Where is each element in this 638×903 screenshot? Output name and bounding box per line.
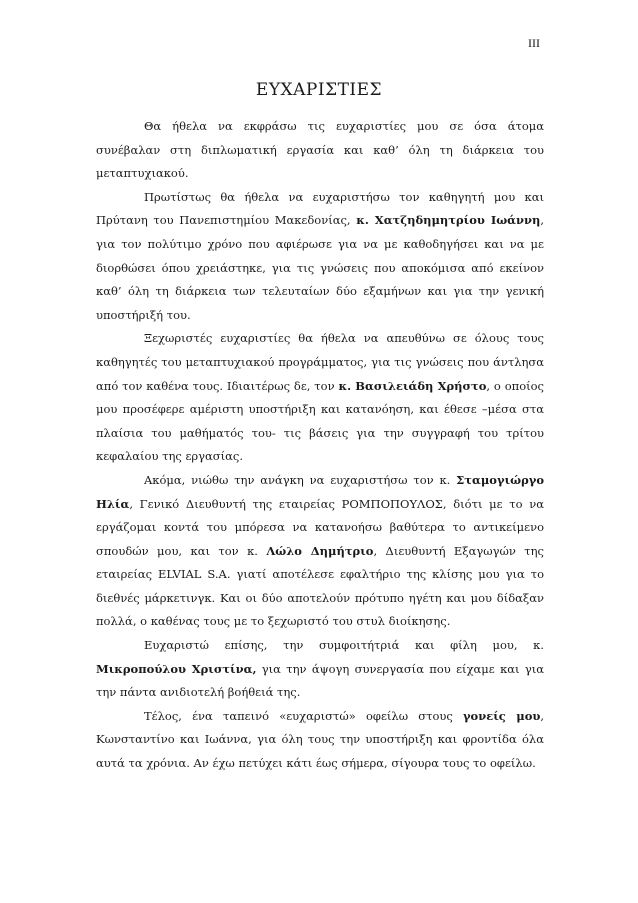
paragraph-text: για την άψογη συνεργασία που είχαμε και για την πάντα ανιδιοτελή βοήθειά της.	[96, 661, 545, 700]
professor-name: κ. Βασιλειάδη Χρήστο	[338, 378, 487, 393]
paragraph-professors	[96, 327, 544, 469]
classmate-name: Μικροπούλου Χριστίνα,	[96, 661, 257, 676]
paragraph-parents	[96, 705, 544, 776]
page-title: ΕΥΧΑΡΙΣΤΙΕΣ	[255, 80, 383, 100]
paragraph-text: , ο οποίος μου προσέφερε αμέριστη υποστήριξη και κατανόηση, και έθεσε –μέσα στα πλαίσια του μαθήματός του- τις βάσεις για την συγγραφή του τρίτου κεφαλαίου της εργασίας.	[96, 378, 544, 464]
paragraph-text: Τέλος, ένα ταπεινό «ευχαριστώ» οφείλω στους	[144, 708, 463, 723]
paragraph-text: Ευχαριστώ επίσης, την συμφοιτήτριά και φίλη μου, κ.	[144, 638, 544, 653]
page-number: III	[528, 36, 540, 50]
parents-label: γονείς μου	[462, 708, 541, 723]
paragraph-employers	[96, 469, 544, 634]
paragraph-text: , Διευθυντή Εξαγωγών της εταιρείας ELVIAL S.A. γιατί αποτέλεσε εφαλτήριο της κλίσης μου για το διεθνές μάρκετινγκ. Και οι δύο αποτελούν πρότυπο ηγέτη και μου δίδαξαν πολλά, ο καθένας τους με το ξεχωριστό του στυλ διοίκησης.	[96, 543, 544, 629]
paragraph-text: Πρωτίστως θα ήθελα να ευχαριστήσω τον καθηγητή μου και Πρύτανη του Πανεπιστημίου Μακεδονίας,	[96, 189, 544, 228]
manager-name: Σταμογιώργο Ηλία	[96, 472, 544, 511]
paragraph-text: Ξεχωριστές ευχαριστίες θα ήθελα να απευθύνω σε όλους τους καθηγητές του μεταπτυχιακού προγράμματος, για τις γνώσεις που άντλησα από τον καθένα τους. Ιδιαιτέρως δε, τον	[96, 331, 544, 393]
supervisor-name: κ. Χατζηδημητρίου Ιωάννη	[356, 213, 541, 228]
paragraph-text: , Κωνσταντίνο και Ιωάννα, για όλη τους την υποστήριξη και φροντίδα όλα αυτά τα χρόνια. Αν έχω πετύχει κάτι έως σήμερα, σίγουρα τους το οφείλω.	[96, 708, 544, 771]
acknowledgements-body	[96, 115, 544, 776]
paragraph-text: , για τον πολύτιμο χρόνο που αφιέρωσε για να με καθοδηγήσει και να με διορθώσει όπου χρειάστηκε, για τις γνώσεις που αποκόμισα από εκείνον καθ’ όλη τη διάρκεια των τελευταίων δύο εξαμήνων και για την γενική υποστήριξή του.	[96, 213, 544, 322]
export-director-name: Λώλο Δημήτριο	[266, 543, 374, 558]
paragraph-text: Ακόμα, νιώθω την ανάγκη να ευχαριστήσω τον κ.	[144, 472, 457, 487]
paragraph-supervisor	[96, 186, 544, 328]
paragraph-classmate	[96, 634, 544, 705]
paragraph-text: , Γενικό Διευθυντή της εταιρείας ΡΟΜΠΟΠΟΥΛΟΣ, διότι με το να εργάζομαι κοντά του μπόρεσα να κατανοήσω βαθύτερα το αντικείμενο σπουδών μου, και τον κ.	[96, 496, 544, 558]
paragraph-intro: Θα ήθελα να εκφράσω τις ευχαριστίες μου σε όσα άτομα συνέβαλαν στη διπλωματική εργασία και καθ’ όλη τη διάρκεια του μεταπτυχιακού.	[96, 119, 544, 181]
